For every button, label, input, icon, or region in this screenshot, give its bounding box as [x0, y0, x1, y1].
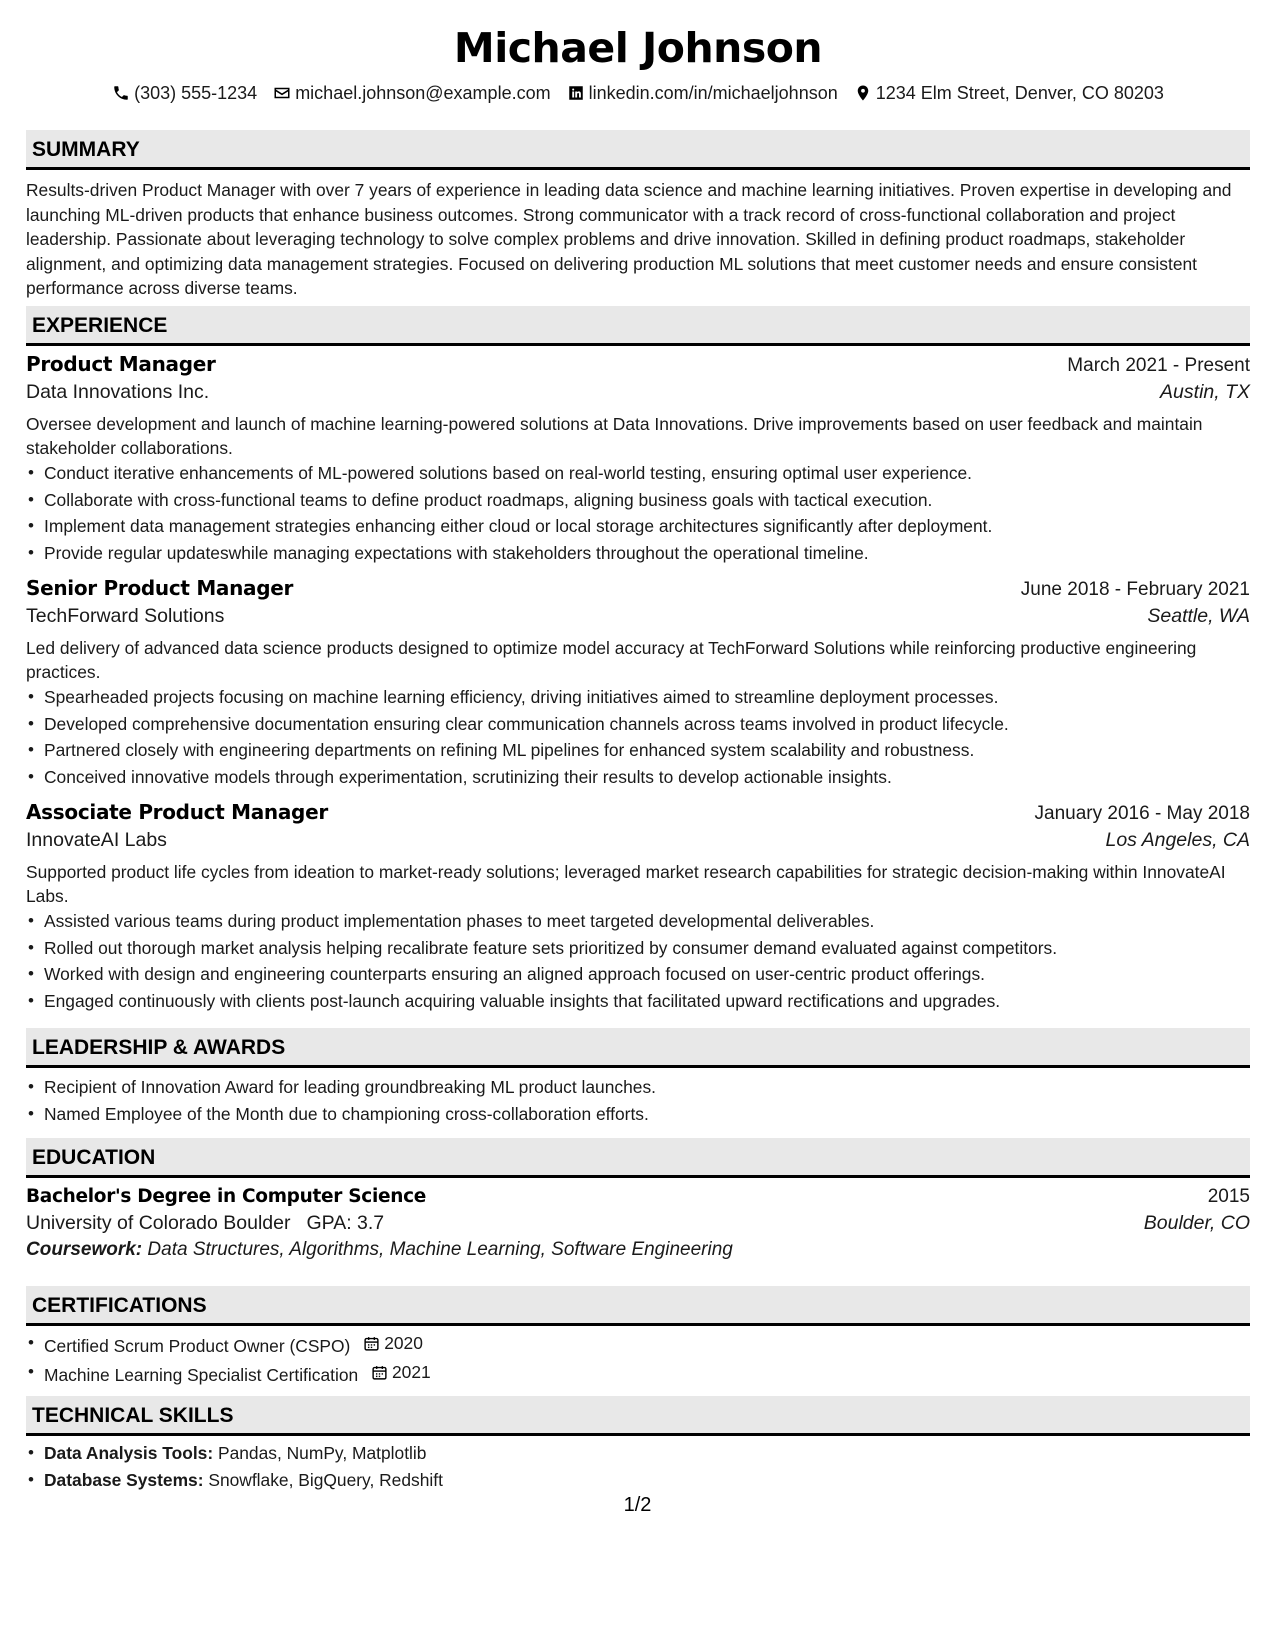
email-text: michael.johnson@example.com: [295, 82, 551, 103]
skill-label: Database Systems:: [44, 1469, 204, 1490]
job-title: Senior Product Manager: [26, 576, 294, 600]
experience-heading: EXPERIENCE: [26, 306, 1250, 346]
job-bullet: • Partnered closely with engineering departments on refining ML pipelines for enhanced system scalability and robustness.: [44, 737, 1250, 764]
skills-section: [26, 1396, 1250, 1493]
job-description: Led delivery of advanced data science products designed to optimize model accuracy at TechForward Solutions while reinforcing productive engineering practices.: [26, 638, 1197, 682]
coursework-list: Data Structures, Algorithms, Machine Learning, Software Engineering: [147, 1239, 733, 1260]
job-bullet: • Worked with design and engineering counterparts ensuring an aligned approach focused on user-centric product offerings.: [44, 961, 1250, 988]
skill-label: Data Analysis Tools:: [44, 1443, 214, 1463]
leadership-item: • Named Employee of the Month due to championing cross-collaboration efforts.: [44, 1101, 1250, 1128]
job-bullet: • Rolled out thorough market analysis helping recalibrate feature sets prioritized by consumer demand evaluated against competitors.: [44, 935, 1250, 962]
skill-value: Pandas, NumPy, Matplotlib: [217, 1443, 427, 1463]
contact-bar: [26, 80, 1250, 106]
experience-section: [26, 306, 1250, 1014]
job-dates: January 2016 - May 2018: [1034, 803, 1250, 824]
job-dates: March 2021 - Present: [1067, 355, 1250, 376]
job-entry: [26, 800, 1250, 1014]
candidate-name: Michael Johnson: [453, 24, 823, 72]
address-text: 1234 Elm Street, Denver, CO 80203: [875, 82, 1164, 103]
phone-icon: [112, 84, 130, 102]
company-name: InnovateAI Labs: [26, 829, 167, 851]
certification-item: [44, 1359, 1250, 1388]
certification-item: [44, 1330, 1250, 1359]
education-section: [26, 1138, 1250, 1261]
job-title: Product Manager: [26, 352, 216, 376]
job-bullet: • Conduct iterative enhancements of ML-powered solutions based on real-world testing, ensuring optimal user experience.: [44, 460, 1250, 487]
certifications-heading: CERTIFICATIONS: [26, 1286, 1250, 1326]
job-bullets: [26, 460, 1250, 566]
certification-year: 2020: [384, 1333, 423, 1353]
job-bullet: • Engaged continuously with clients post-launch acquiring valuable insights that facilitated upward rectifications and upgrades.: [44, 988, 1250, 1015]
certification-name: Machine Learning Specialist Certification: [44, 1365, 359, 1385]
job-bullets: [26, 908, 1250, 1014]
job-description: Oversee development and launch of machine learning-powered solutions at Data Innovations. Drive improvements based on user feedback and maintain stakeholder collaborations.: [26, 414, 1203, 458]
education-heading: EDUCATION: [26, 1138, 1250, 1178]
job-location: Austin, TX: [1160, 381, 1250, 403]
linkedin-icon: [567, 84, 585, 102]
leadership-list: [26, 1074, 1250, 1127]
job-bullet: • Developed comprehensive documentation ensuring clear communication channels across teams involved in product lifecycle.: [44, 711, 1250, 738]
certifications-list: [26, 1330, 1250, 1389]
calendar-icon: [363, 1335, 380, 1352]
skill-item: [44, 1467, 1250, 1494]
degree-title: Bachelor's Degree in Computer Science: [26, 1186, 427, 1207]
company-name: TechForward Solutions: [26, 605, 225, 627]
page-number: 1/2: [623, 1494, 652, 1516]
contact-linkedin[interactable]: [567, 83, 838, 104]
leadership-section: [26, 1028, 1250, 1127]
skill-value: Snowflake, BigQuery, Redshift: [208, 1469, 443, 1490]
job-bullet: • Provide regular updateswhile managing expectations with stakeholders throughout the operational timeline.: [44, 540, 1250, 567]
contact-email[interactable]: [273, 83, 550, 104]
job-bullet: • Implement data management strategies enhancing either cloud or local storage architectures significantly after deployment.: [44, 513, 1250, 540]
contact-address: [854, 83, 1164, 104]
job-location: Seattle, WA: [1147, 605, 1250, 627]
map-pin-icon: [854, 84, 872, 102]
school-name: University of Colorado Boulder: [26, 1212, 291, 1234]
skill-item: [44, 1440, 1250, 1467]
summary-text: Results-driven Product Manager with over 7 years of experience in leading data science and machine learning initiatives. Proven expertise in developing and launching ML-driven products that enhance business outcomes. Strong communicator with a track record of cross-functional collaboration and project leadership. Passionate about leveraging technology to solve complex problems and drive innovation. Skilled in defining product roadmaps, stakeholder alignment, and optimizing data management strategies. Focused on delivering production ML solutions that meet customer needs and ensure consistent performance across diverse teams.: [26, 180, 1232, 298]
leadership-heading: LEADERSHIP & AWARDS: [26, 1028, 1250, 1068]
coursework-label: Coursework:: [26, 1239, 143, 1260]
graduation-year: 2015: [1207, 1186, 1250, 1207]
resume-page: [26, 0, 1250, 1490]
summary-section: [26, 130, 1250, 301]
skills-list: [26, 1440, 1250, 1493]
job-bullets: [26, 684, 1250, 790]
linkedin-text: linkedin.com/in/michaeljohnson: [588, 82, 838, 103]
skills-heading: TECHNICAL SKILLS: [26, 1396, 1250, 1436]
certifications-section: [26, 1286, 1250, 1389]
company-name: Data Innovations Inc.: [26, 381, 210, 403]
envelope-icon: [273, 84, 291, 102]
phone-text: (303) 555-1234: [134, 82, 258, 103]
job-bullet: • Conceived innovative models through experimentation, scrutinizing their results to develop actionable insights.: [44, 764, 1250, 791]
job-entry: [26, 576, 1250, 790]
job-bullet: • Collaborate with cross-functional teams to define product roadmaps, aligning business goals with tactical execution.: [44, 487, 1250, 514]
contact-phone[interactable]: [112, 83, 257, 104]
job-location: Los Angeles, CA: [1105, 829, 1250, 851]
job-title: Associate Product Manager: [26, 800, 328, 824]
leadership-item: • Recipient of Innovation Award for leading groundbreaking ML product launches.: [44, 1074, 1250, 1101]
job-bullet: • Spearheaded projects focusing on machine learning efficiency, driving initiatives aimed to streamline deployment processes.: [44, 684, 1250, 711]
job-dates: June 2018 - February 2021: [1020, 579, 1250, 600]
calendar-icon: [371, 1364, 388, 1381]
certification-name: Certified Scrum Product Owner (CSPO): [44, 1335, 351, 1356]
certification-year: 2021: [392, 1362, 431, 1383]
job-bullet: • Assisted various teams during product implementation phases to meet targeted developmental deliverables.: [44, 908, 1250, 935]
summary-heading: SUMMARY: [26, 130, 1250, 170]
coursework: [26, 1239, 1250, 1261]
school-location: Boulder, CO: [1143, 1212, 1250, 1234]
job-description: Supported product life cycles from ideation to market-ready solutions; leveraged market research capabilities for strategic decision-making within InnovateAI Labs.: [26, 862, 1226, 906]
gpa: GPA: 3.7: [306, 1212, 385, 1234]
job-entry: [26, 352, 1250, 566]
